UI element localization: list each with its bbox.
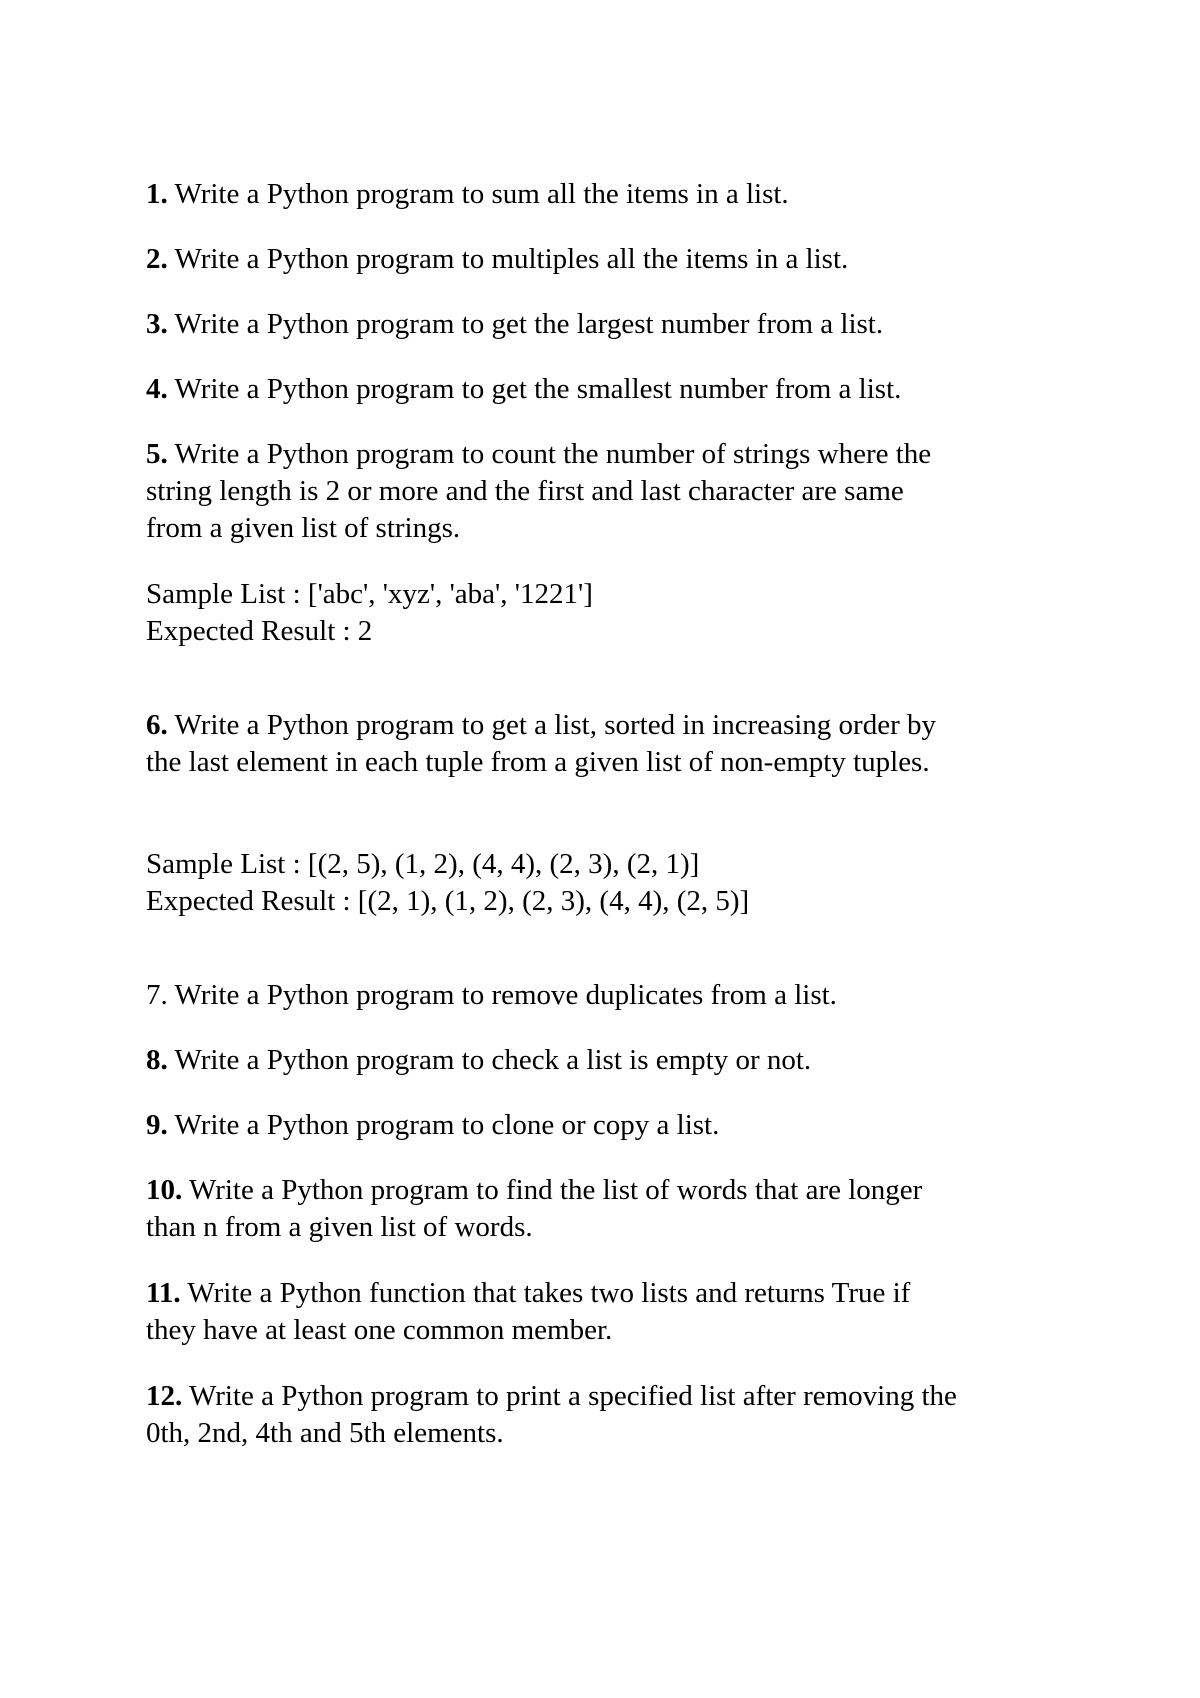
question-number: 1. [146,178,168,210]
question-text: Write a Python program to check a list is empty or not. [174,1044,812,1076]
question-text: Write a Python program to clone or copy a list. [174,1109,720,1141]
question-text: Write a Python program to find the list of words that are longer [188,1174,923,1206]
question-number: 9. [146,1109,168,1141]
question-text: Write a Python program to multiples all the items in a list. [174,243,849,275]
question-number: 8. [146,1044,168,1076]
question-5 [146,436,1086,547]
question-text: Write a Python program to remove duplicates from a list. [174,979,837,1011]
question-text: string length is 2 or more and the first and last character are same [146,475,904,507]
question-text: 0th, 2nd, 4th and 5th elements. [146,1417,504,1449]
question-number: 10. [146,1174,183,1206]
question-number: 11. [146,1277,181,1309]
question-text: from a given list of strings. [146,512,461,544]
expected-result: Expected Result : [(2, 1), (1, 2), (2, 3), (4, 4), (2, 5)] [146,885,750,917]
question-number: 5. [146,438,168,470]
question-text: they have at least one common member. [146,1314,613,1346]
question-number: 4. [146,373,168,405]
question-7 [146,977,1086,1014]
question-2 [146,241,1086,278]
sample-block-5 [146,576,1086,650]
question-text: Write a Python program to print a specified list after removing the [188,1380,957,1412]
question-text: the last element in each tuple from a given list of non-empty tuples. [146,746,930,778]
question-1 [146,176,1086,213]
question-number: 3. [146,308,168,340]
question-3 [146,306,1086,343]
question-number: 6. [146,709,168,741]
question-text: than n from a given list of words. [146,1211,533,1243]
question-6 [146,707,1086,781]
question-10 [146,1172,1086,1246]
question-text: Write a Python program to get the largest number from a list. [174,308,884,340]
question-text: Write a Python program to sum all the items in a list. [174,178,789,210]
question-8 [146,1042,1086,1079]
question-text: Write a Python program to get a list, sorted in increasing order by [174,709,936,741]
question-text: Write a Python program to get the smallest number from a list. [174,373,902,405]
question-text: Write a Python program to count the number of strings where the [174,438,932,470]
question-9 [146,1107,1086,1144]
question-number: 2. [146,243,168,275]
question-11 [146,1275,1086,1349]
question-number: 12. [146,1380,183,1412]
question-4 [146,371,1086,408]
sample-block-6 [146,846,1086,920]
expected-result: Expected Result : 2 [146,615,373,647]
sample-list: Sample List : ['abc', 'xyz', 'aba', '1221'] [146,578,593,610]
sample-list: Sample List : [(2, 5), (1, 2), (4, 4), (2, 3), (2, 1)] [146,848,700,880]
question-12 [146,1378,1086,1452]
question-number: 7. [146,979,168,1011]
question-text: Write a Python function that takes two lists and returns True if [187,1277,911,1309]
